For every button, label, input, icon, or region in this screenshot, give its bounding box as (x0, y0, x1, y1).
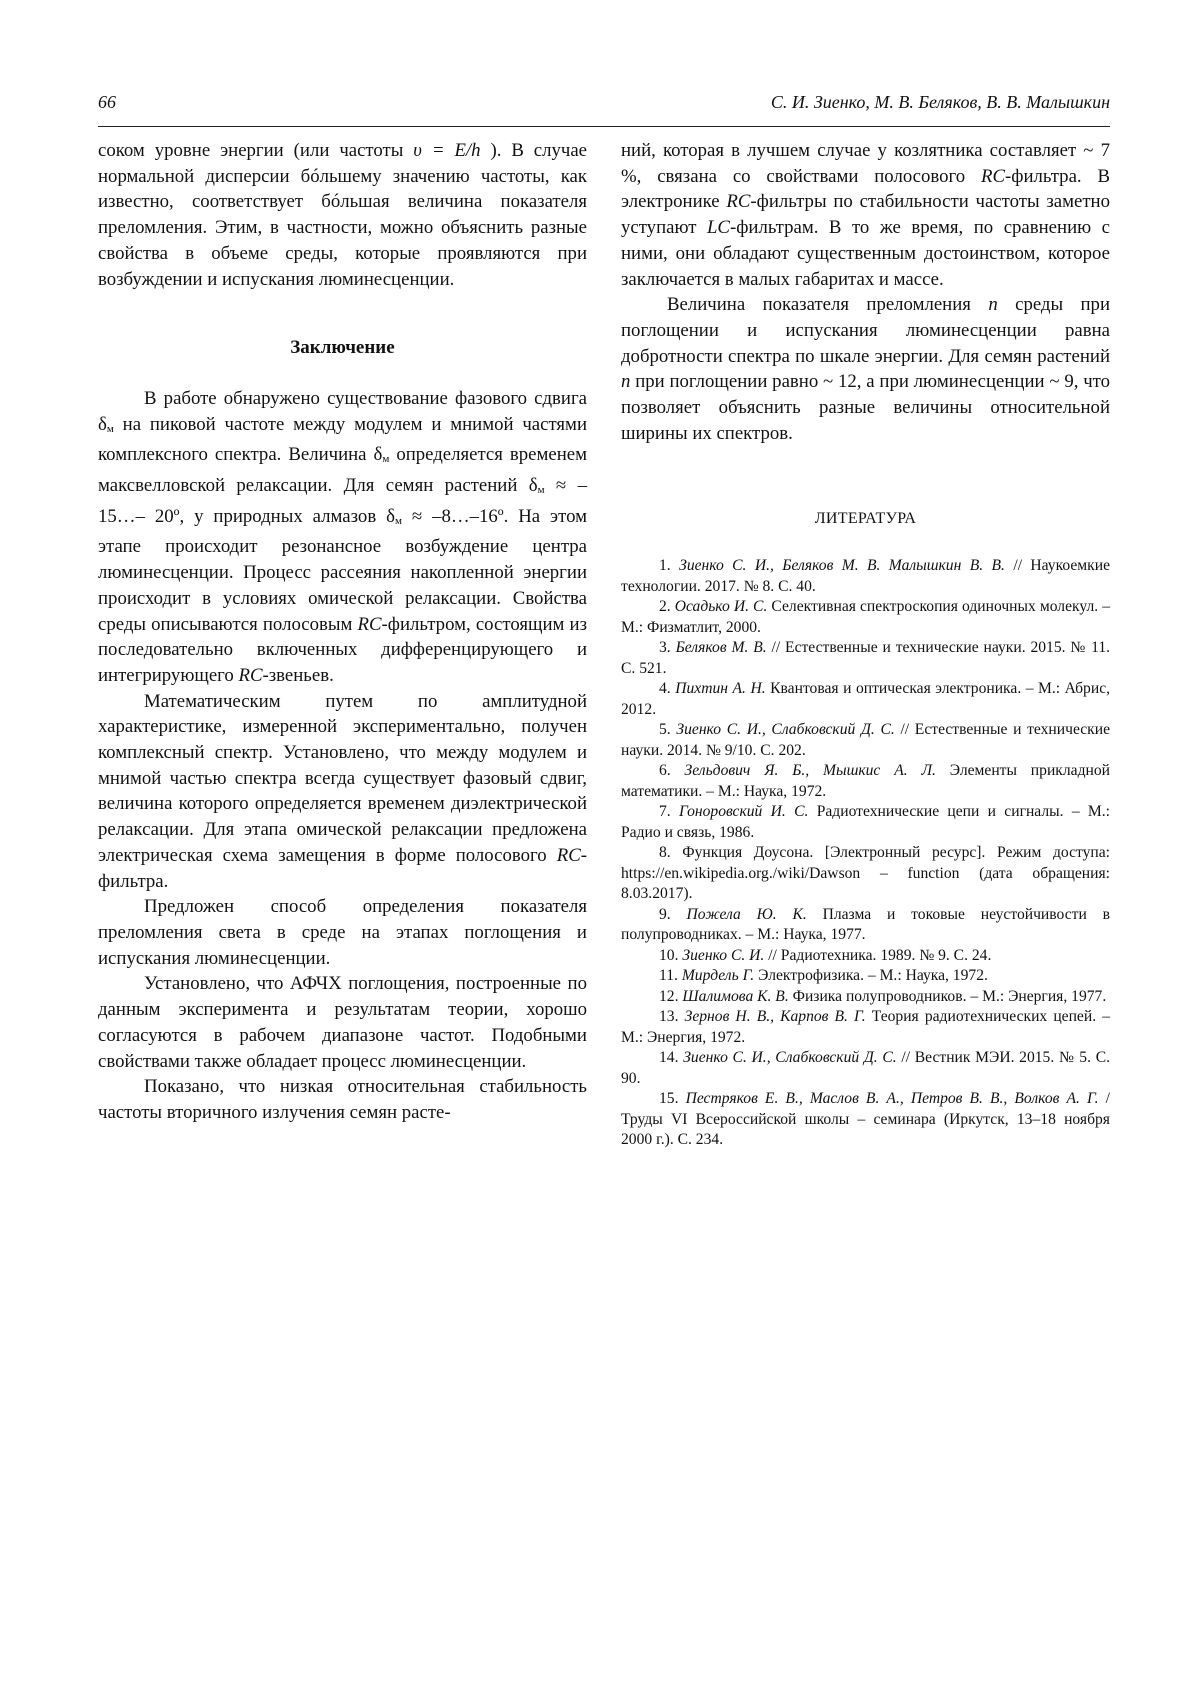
paragraph: Показано, что низкая относительная стабильность частоты вторичного излучения семян расте- (98, 1074, 587, 1125)
left-column (98, 138, 587, 1126)
page (0, 0, 1200, 1698)
reference-item: 2. Осадько И. С. Селективная спектроскопия одиночных молекул. – М.: Физматлит, 2000. (621, 597, 1110, 638)
reference-item: 1. Зиенко С. И., Беляков М. В. Малышкин В. В. // Наукоемкие технологии. 2017. № 8. С. 40. (621, 556, 1110, 597)
paragraph: Величина показателя преломления n среды при поглощении и испускания люминесценции равна добротности спектра по шкале энергии. Для семян растений n при поглощении равно ~ 12, а при люминесценции ~ 9, что позволяет объяснить разные величины относительной ширины их спектров. (621, 292, 1110, 446)
reference-item: 8. Функция Доусона. [Электронный ресурс]. Режим доступа: https://en.wikipedia.org./wiki/Dawson – function (дата обращения: 8.03.2017). (621, 843, 1110, 905)
page-number: 66 (98, 92, 116, 113)
references-list (621, 556, 1110, 1151)
running-header (98, 92, 1110, 120)
reference-item: 6. Зельдович Я. Б., Мышкис А. Л. Элементы прикладной математики. – М.: Наука, 1972. (621, 761, 1110, 802)
paragraph: ний, которая в лучшем случае у козлятника составляет ~ 7 %, связана со свойствами полосового RC-фильтра. В электронике RC-фильтры по стабильности частоты заметно уступают LC-фильтрам. В то же время, по сравнению с ними, они обладают существенным достоинством, которое заключается в малых габаритах и массе. (621, 138, 1110, 292)
paragraph: В работе обнаружено существование фазового сдвига δм на пиковой частоте между модулем и мнимой частями комплексного спектра. Величина δм определяется временем максвелловской релаксации. Для семян растений δм ≈ –15…– 20º, у природных алмазов δм ≈ –8…–16º. На этом этапе происходит резонансное возбуждение центра люминесценции. Процесс рассеяния накопленной энергии происходит в условиях омической релаксации. Свойства среды описываются полосовым RC-фильтром, состоящим из последовательно включенных дифференцирующего и интегрирующего RC-звеньев. (98, 386, 587, 689)
paragraph: Предложен способ определения показателя преломления света в среде на этапах поглощения и испускания люминесценции. (98, 894, 587, 971)
reference-item: 3. Беляков М. В. // Естественные и технические науки. 2015. № 11. С. 521. (621, 638, 1110, 679)
reference-item: 5. Зиенко С. И., Слабковский Д. С. // Естественные и технические науки. 2014. № 9/10. С. 202. (621, 720, 1110, 761)
reference-item: 14. Зиенко С. И., Слабковский Д. С. // Вестник МЭИ. 2015. № 5. С. 90. (621, 1048, 1110, 1089)
references-title: ЛИТЕРАТУРА (621, 506, 1110, 532)
reference-item: 12. Шалимова К. В. Физика полупроводников. – М.: Энергия, 1977. (621, 987, 1110, 1008)
header-rule (98, 126, 1110, 127)
reference-item: 15. Пестряков Е. В., Маслов В. А., Петров В. В., Волков А. Г. / Труды VI Всероссийской школы – семинара (Иркутск, 13–18 ноября 2000 г.). С. 234. (621, 1089, 1110, 1151)
reference-item: 13. Зернов Н. В., Карпов В. Г. Теория радиотехнических цепей. – М.: Энергия, 1972. (621, 1007, 1110, 1048)
formula: υ = E/h (413, 140, 480, 161)
reference-item: 4. Пихтин А. Н. Квантовая и оптическая электроника. – М.: Абрис, 2012. (621, 679, 1110, 720)
reference-item: 10. Зиенко С. И. // Радиотехника. 1989. № 9. С. 24. (621, 946, 1110, 967)
running-header-authors: С. И. Зиенко, М. В. Беляков, В. В. Малышкин (771, 92, 1110, 113)
paragraph: Установлено, что АФЧХ поглощения, построенные по данным эксперимента и результатам теории, хорошо согласуются в рабочем диапазоне частот. Подобными свойствами также обладает процесс люминесценции. (98, 971, 587, 1074)
reference-item: 11. Мирдель Г. Электрофизика. – М.: Наука, 1972. (621, 966, 1110, 987)
paragraph: Математическим путем по амплитудной характеристике, измеренной экспериментально, получен комплексный спектр. Установлено, что между модулем и мнимой частью спектра всегда существует фазовый сдвиг, величина которого определяется временем диэлектрической релаксации. Для этапа омической релаксации предложена электрическая схема замещения в форме полосового RC-фильтра. (98, 689, 587, 895)
section-title: Заключение (98, 335, 587, 361)
paragraph: соком уровне энергии (или частоты υ = E/h ). В случае нормальной дисперсии бóльшему значению частоты, как известно, соответствует бóльшая величина показателя преломления. Этим, в частности, можно объяснить разные свойства в объеме среды, которые проявляются при возбуждении и испускания люминесценции. (98, 138, 587, 292)
reference-item: 9. Пожела Ю. К. Плазма и токовые неустойчивости в полупроводниках. – М.: Наука, 1977. (621, 905, 1110, 946)
right-column (621, 138, 1110, 1151)
reference-item: 7. Гоноровский И. С. Радиотехнические цепи и сигналы. – М.: Радио и связь, 1986. (621, 802, 1110, 843)
